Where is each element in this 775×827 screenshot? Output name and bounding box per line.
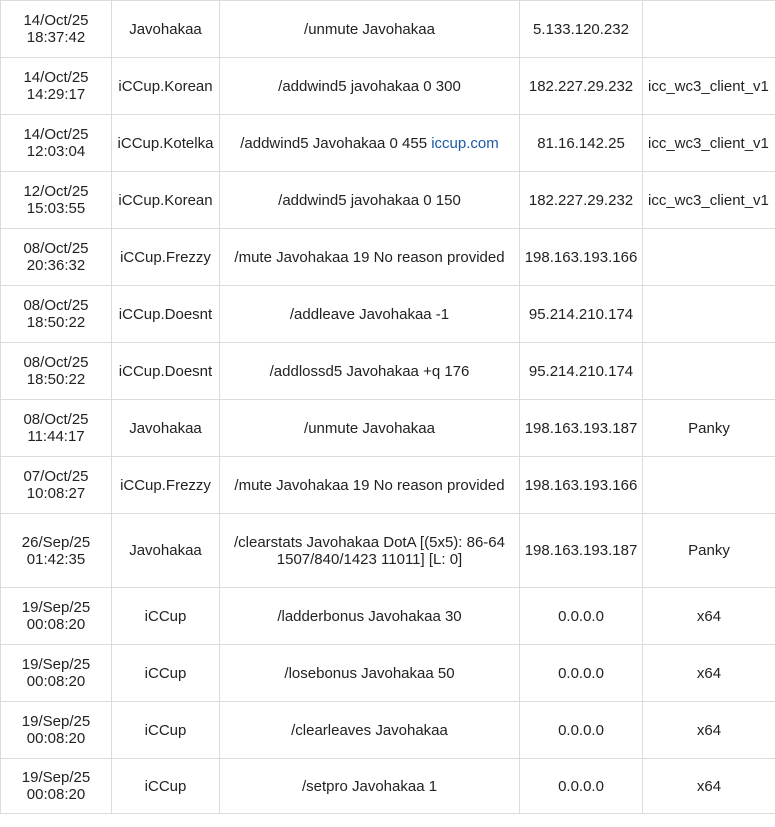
date-cell bbox=[1, 229, 112, 286]
command-cell: /clearstats Javohakaa DotA [(5x5): 86-64 1507/840/1423 11011] [L: 0] bbox=[220, 514, 520, 588]
table-row bbox=[1, 229, 775, 286]
admin-cell: iCCup bbox=[112, 702, 220, 759]
date-cell bbox=[1, 457, 112, 514]
client-cell: x64 bbox=[643, 702, 775, 759]
table-row bbox=[1, 115, 775, 172]
client-cell bbox=[643, 1, 775, 58]
client-cell bbox=[643, 457, 775, 514]
ip-cell: 95.214.210.174 bbox=[520, 286, 643, 343]
client-cell bbox=[643, 286, 775, 343]
command-cell bbox=[220, 115, 520, 172]
table-row bbox=[1, 702, 775, 759]
table-row bbox=[1, 286, 775, 343]
ip-cell: 198.163.193.166 bbox=[520, 457, 643, 514]
ip-cell: 81.16.142.25 bbox=[520, 115, 643, 172]
ip-cell: 0.0.0.0 bbox=[520, 588, 643, 645]
admin-cell: iCCup.Doesnt bbox=[112, 343, 220, 400]
table-row bbox=[1, 514, 775, 588]
date-cell bbox=[1, 645, 112, 702]
date-text: 26/Sep/25 bbox=[21, 533, 91, 551]
time-text: 00:08:20 bbox=[26, 616, 86, 633]
admin-cell: iCCup.Korean bbox=[112, 172, 220, 229]
time-text: 01:42:35 bbox=[26, 550, 86, 568]
date-cell bbox=[1, 400, 112, 457]
command-cell: /addleave Javohakaa -1 bbox=[220, 286, 520, 343]
ip-cell: 198.163.193.187 bbox=[520, 400, 643, 457]
date-cell bbox=[1, 115, 112, 172]
time-text: 18:37:42 bbox=[26, 29, 86, 46]
admin-log-body bbox=[1, 1, 775, 814]
command-cell: /setpro Javohakaa 1 bbox=[220, 759, 520, 814]
ip-cell: 198.163.193.187 bbox=[520, 514, 643, 588]
admin-cell: iCCup.Doesnt bbox=[112, 286, 220, 343]
admin-cell: iCCup bbox=[112, 645, 220, 702]
time-text: 14:29:17 bbox=[26, 86, 86, 103]
table-row bbox=[1, 400, 775, 457]
date-cell bbox=[1, 514, 112, 588]
table-row bbox=[1, 759, 775, 814]
date-cell bbox=[1, 286, 112, 343]
client-cell: x64 bbox=[643, 588, 775, 645]
client-cell: Panky bbox=[643, 400, 775, 457]
ip-cell: 5.133.120.232 bbox=[520, 1, 643, 58]
admin-cell: iCCup bbox=[112, 588, 220, 645]
ip-cell: 0.0.0.0 bbox=[520, 645, 643, 702]
admin-cell: Javohakaa bbox=[112, 1, 220, 58]
date-text: 14/Oct/25 bbox=[23, 69, 89, 86]
command-text: /addwind5 Javohakaa 0 455 bbox=[240, 134, 432, 152]
command-cell: /addlossd5 Javohakaa +q 176 bbox=[220, 343, 520, 400]
admin-cell: iCCup bbox=[112, 759, 220, 814]
ip-cell: 198.163.193.166 bbox=[520, 229, 643, 286]
client-cell bbox=[643, 229, 775, 286]
date-cell bbox=[1, 702, 112, 759]
time-text: 10:08:27 bbox=[26, 485, 86, 502]
date-cell bbox=[1, 58, 112, 115]
date-text: 08/Oct/25 bbox=[23, 354, 89, 371]
command-cell: /unmute Javohakaa bbox=[220, 1, 520, 58]
command-cell: /mute Javohakaa 19 No reason provided bbox=[220, 229, 520, 286]
date-text: 08/Oct/25 bbox=[23, 240, 89, 257]
table-row bbox=[1, 58, 775, 115]
date-cell bbox=[1, 588, 112, 645]
date-cell bbox=[1, 1, 112, 58]
date-text: 08/Oct/25 bbox=[23, 297, 89, 314]
time-text: 18:50:22 bbox=[26, 371, 86, 388]
date-text: 14/Oct/25 bbox=[23, 12, 89, 29]
date-text: 08/Oct/25 bbox=[23, 411, 89, 428]
date-text: 19/Sep/25 bbox=[21, 713, 91, 730]
table-row bbox=[1, 645, 775, 702]
time-text: 00:08:20 bbox=[26, 786, 86, 803]
command-cell: /clearleaves Javohakaa bbox=[220, 702, 520, 759]
ip-cell: 0.0.0.0 bbox=[520, 759, 643, 814]
table-row bbox=[1, 588, 775, 645]
time-text: 20:36:32 bbox=[26, 257, 86, 274]
command-cell: /addwind5 javohakaa 0 300 bbox=[220, 58, 520, 115]
table-row bbox=[1, 172, 775, 229]
date-text: 19/Sep/25 bbox=[21, 656, 91, 673]
date-cell bbox=[1, 759, 112, 814]
admin-cell: Javohakaa bbox=[112, 400, 220, 457]
time-text: 12:03:04 bbox=[26, 143, 86, 160]
client-cell: icc_wc3_client_v1 bbox=[643, 58, 775, 115]
ip-cell: 182.227.29.232 bbox=[520, 58, 643, 115]
command-cell: /unmute Javohakaa bbox=[220, 400, 520, 457]
ip-cell: 182.227.29.232 bbox=[520, 172, 643, 229]
ip-cell: 95.214.210.174 bbox=[520, 343, 643, 400]
admin-cell: iCCup.Frezzy bbox=[112, 457, 220, 514]
admin-cell: iCCup.Frezzy bbox=[112, 229, 220, 286]
client-cell: Panky bbox=[643, 514, 775, 588]
ip-cell: 0.0.0.0 bbox=[520, 702, 643, 759]
date-cell bbox=[1, 343, 112, 400]
time-text: 18:50:22 bbox=[26, 314, 86, 331]
time-text: 00:08:20 bbox=[26, 730, 86, 747]
client-cell: x64 bbox=[643, 759, 775, 814]
admin-cell: iCCup.Korean bbox=[112, 58, 220, 115]
admin-cell: Javohakaa bbox=[112, 514, 220, 588]
command-cell: /losebonus Javohakaa 50 bbox=[220, 645, 520, 702]
table-row bbox=[1, 1, 775, 58]
admin-cell: iCCup.Kotelka bbox=[112, 115, 220, 172]
command-cell: /mute Javohakaa 19 No reason provided bbox=[220, 457, 520, 514]
date-text: 14/Oct/25 bbox=[23, 126, 89, 143]
time-text: 11:44:17 bbox=[27, 428, 85, 445]
date-text: 19/Sep/25 bbox=[21, 769, 91, 786]
time-text: 00:08:20 bbox=[26, 673, 86, 690]
time-text: 15:03:55 bbox=[26, 200, 86, 217]
client-cell bbox=[643, 343, 775, 400]
client-cell: x64 bbox=[643, 645, 775, 702]
client-cell: icc_wc3_client_v1 bbox=[643, 172, 775, 229]
date-text: 12/Oct/25 bbox=[23, 183, 89, 200]
date-text: 07/Oct/25 bbox=[23, 468, 89, 485]
command-cell: /addwind5 javohakaa 0 150 bbox=[220, 172, 520, 229]
client-cell: icc_wc3_client_v1 bbox=[643, 115, 775, 172]
table-row bbox=[1, 457, 775, 514]
command-cell: /ladderbonus Javohakaa 30 bbox=[220, 588, 520, 645]
iccup-link[interactable]: iccup.com bbox=[431, 134, 499, 152]
date-text: 19/Sep/25 bbox=[21, 599, 91, 616]
date-cell bbox=[1, 172, 112, 229]
table-row bbox=[1, 343, 775, 400]
